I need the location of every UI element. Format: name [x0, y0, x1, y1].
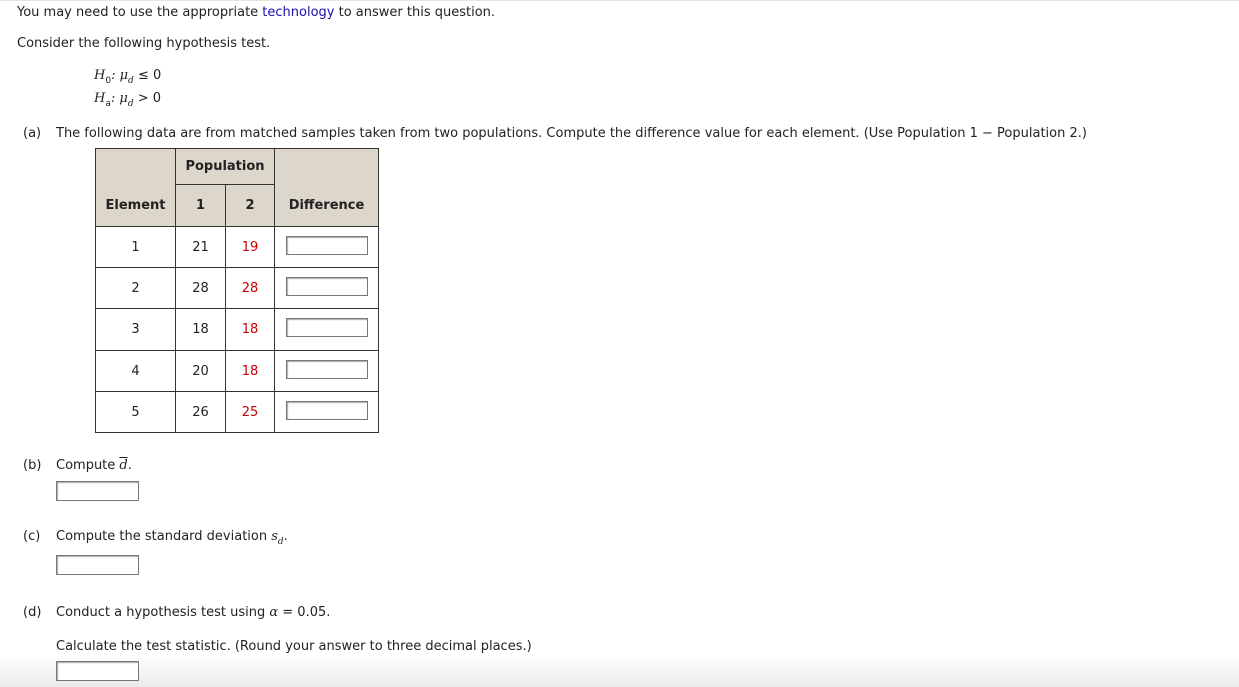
- part-d-label: (d): [23, 605, 42, 620]
- s-d-subscript: d: [277, 537, 284, 547]
- part-b-prompt: Compute: [56, 458, 120, 473]
- part-b-period: .: [127, 458, 132, 473]
- table-row: [96, 309, 379, 351]
- table-row: [96, 227, 379, 268]
- h0-relation: ≤ 0: [133, 68, 162, 83]
- part-c-text: [56, 529, 288, 547]
- population-header: Population: [176, 149, 275, 185]
- difference-header: Difference: [275, 149, 379, 227]
- element-cell: 1: [96, 227, 176, 268]
- table-row: [96, 351, 379, 392]
- population-1-cell: 28: [176, 268, 226, 309]
- population-1-header: 1: [176, 185, 226, 227]
- element-header: Element: [96, 149, 176, 227]
- difference-input-1[interactable]: [286, 236, 368, 255]
- difference-cell: [275, 227, 379, 268]
- difference-input-2[interactable]: [286, 277, 368, 296]
- h0-subscript: 0: [105, 76, 112, 86]
- difference-cell: [275, 309, 379, 351]
- part-d-prompt: Conduct a hypothesis test using: [56, 605, 270, 620]
- part-b-label: (b): [23, 458, 42, 473]
- ha-letter: H: [94, 91, 106, 106]
- ha-relation: > 0: [133, 91, 162, 106]
- alpha-value: = 0.05.: [278, 605, 331, 620]
- element-cell: 2: [96, 268, 176, 309]
- test-statistic-input[interactable]: [56, 661, 139, 681]
- population-2-cell: 28: [226, 268, 275, 309]
- data-table: [95, 148, 379, 433]
- h0-d-subscript: d: [128, 76, 134, 86]
- difference-input-5[interactable]: [286, 401, 368, 420]
- population-2-cell: 18: [226, 351, 275, 392]
- difference-cell: [275, 268, 379, 309]
- table-row: [96, 268, 379, 309]
- difference-input-3[interactable]: [286, 318, 368, 337]
- population-2-cell: 25: [226, 392, 275, 433]
- population-2-cell: 18: [226, 309, 275, 351]
- difference-input-4[interactable]: [286, 360, 368, 379]
- top-border: [0, 0, 1239, 1]
- part-d-text: [56, 605, 330, 620]
- technology-link[interactable]: technology: [262, 5, 335, 20]
- s-symbol: s: [271, 529, 278, 544]
- part-c-period: .: [283, 529, 288, 544]
- intro-prefix: You may need to use the appropriate: [17, 5, 263, 20]
- d-bar-input[interactable]: [56, 481, 139, 501]
- part-c-label: (c): [23, 529, 41, 544]
- population-2-header: 2: [226, 185, 275, 227]
- d-bar-symbol: $\overline{d}$: [119, 458, 128, 473]
- difference-cell: [275, 392, 379, 433]
- h0-mu: : μ: [111, 68, 129, 83]
- sd-input[interactable]: [56, 555, 139, 575]
- population-1-cell: 18: [176, 309, 226, 351]
- intro-line: [17, 5, 495, 20]
- element-cell: 5: [96, 392, 176, 433]
- part-a-text: The following data are from matched samples taken from two populations. Compute the difference value for each element. (Use Population 1 − Population 2.): [56, 126, 1087, 141]
- ha-subscript: a: [105, 99, 111, 109]
- part-b-text: [56, 458, 132, 473]
- ha-mu: : μ: [110, 91, 128, 106]
- difference-cell: [275, 351, 379, 392]
- population-2-cell: 19: [226, 227, 275, 268]
- table-row: [96, 392, 379, 433]
- element-cell: 4: [96, 351, 176, 392]
- population-1-cell: 20: [176, 351, 226, 392]
- population-1-cell: 21: [176, 227, 226, 268]
- alpha-symbol: α: [269, 605, 279, 620]
- alternative-hypothesis: [94, 91, 162, 109]
- intro-suffix: to answer this question.: [334, 5, 496, 20]
- consider-text: Consider the following hypothesis test.: [17, 36, 271, 51]
- h0-letter: H: [94, 68, 106, 83]
- test-statistic-instruction: Calculate the test statistic. (Round your answer to three decimal places.): [56, 639, 532, 654]
- bottom-fade: [0, 655, 1239, 687]
- population-1-cell: 26: [176, 392, 226, 433]
- ha-d-subscript: d: [127, 99, 134, 109]
- null-hypothesis: [94, 68, 162, 86]
- part-a-label: (a): [23, 126, 42, 141]
- table-header-row-1: [96, 149, 379, 185]
- part-c-prompt: Compute the standard deviation: [56, 529, 272, 544]
- element-cell: 3: [96, 309, 176, 351]
